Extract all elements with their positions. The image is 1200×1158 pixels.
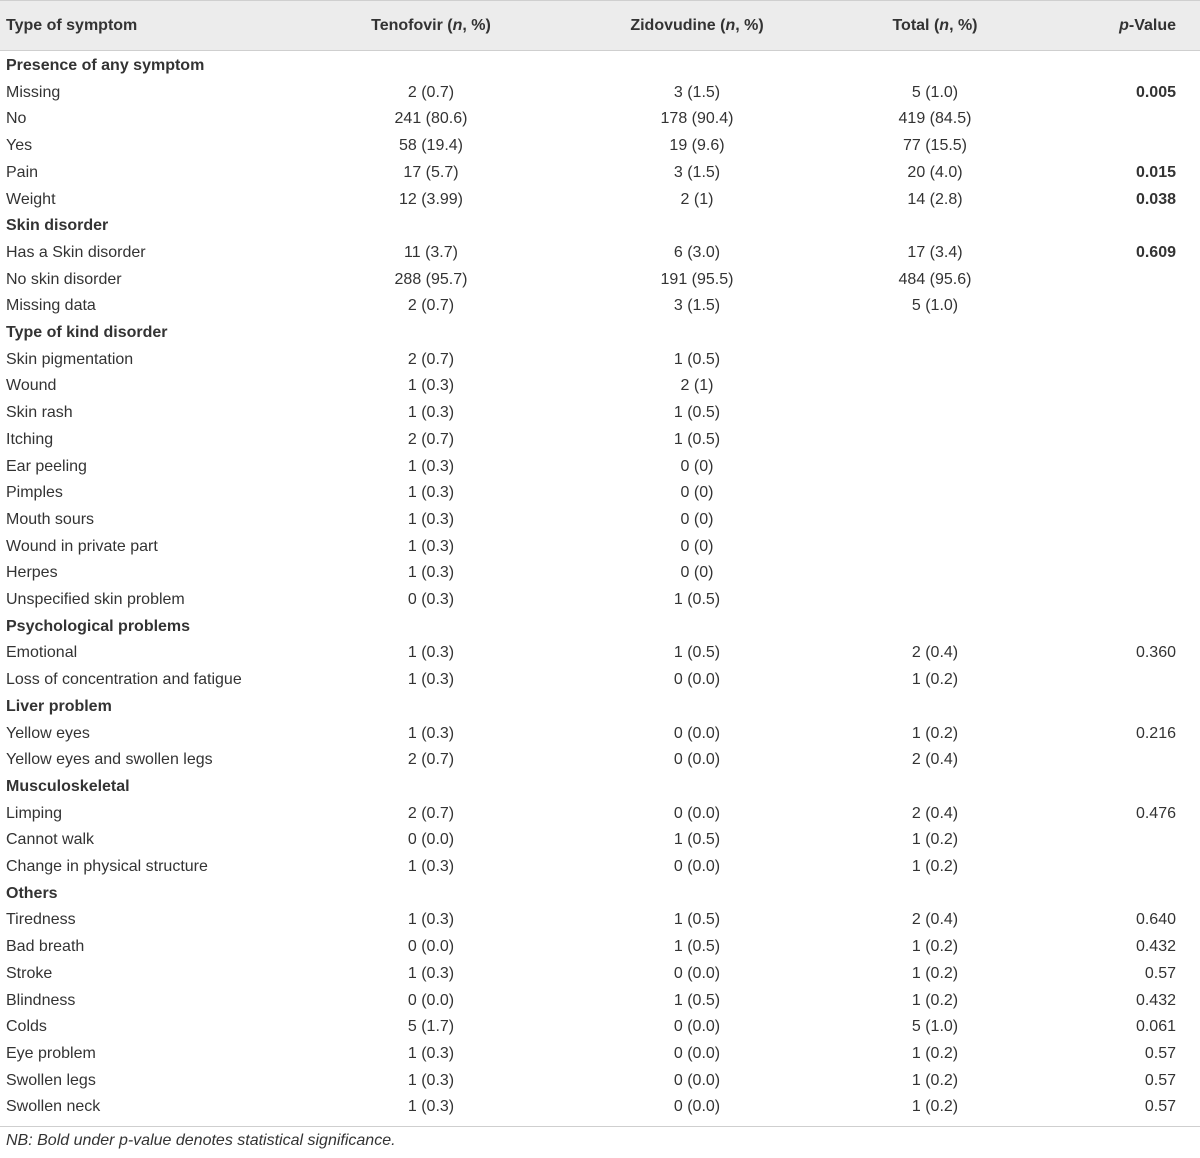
cell-zidovudine: 19 (9.6) (669, 137, 725, 155)
cell-zidovudine: 0 (0.0) (673, 751, 721, 769)
cell-zidovudine: 0 (0) (680, 564, 714, 582)
cell-symptom: Psychological problems (6, 617, 191, 635)
cell-zidovudine: 3 (1.5) (673, 163, 721, 181)
cell-p-value: 0.432 (1135, 938, 1176, 956)
table-row (0, 934, 1200, 961)
cell-zidovudine: 0 (0.0) (673, 804, 721, 822)
cell-tenofovir: 17 (5.7) (403, 163, 459, 181)
cell-tenofovir: 1 (0.3) (407, 457, 455, 475)
cell-zidovudine: 0 (0.0) (673, 964, 721, 982)
cell-zidovudine: 1 (0.5) (673, 404, 721, 422)
cell-total: 1 (0.2) (911, 938, 959, 956)
cell-zidovudine: 3 (1.5) (673, 83, 721, 101)
cell-total: 1 (0.2) (911, 858, 959, 875)
cell-tenofovir: 2 (0.7) (407, 350, 455, 368)
table-row (0, 667, 1200, 694)
cell-zidovudine: 1 (0.5) (673, 430, 721, 448)
table-row (0, 1014, 1200, 1041)
cell-total: 20 (4.0) (907, 163, 963, 181)
cell-symptom: Liver problem (6, 697, 112, 715)
section-header-row (0, 614, 1200, 641)
cell-tenofovir: 241 (80.6) (394, 110, 468, 128)
table-row (0, 721, 1200, 748)
cell-p-value: 0.57 (1144, 1071, 1176, 1089)
cell-symptom: Blindness (6, 991, 76, 1009)
header-type-of-symptom: Type of symptom (6, 17, 138, 34)
cell-tenofovir: 5 (1.7) (407, 1018, 455, 1036)
cell-tenofovir: 1 (0.3) (407, 1071, 455, 1089)
cell-symptom: Limping (6, 804, 63, 822)
cell-symptom: Type of kind disorder (6, 324, 168, 341)
cell-symptom: Mouth sours (6, 510, 95, 528)
cell-symptom: Loss of concentration and fatigue (6, 671, 242, 689)
cell-symptom: Yes (6, 137, 33, 155)
cell-symptom: Skin rash (6, 404, 73, 422)
cell-symptom: Has a Skin disorder (6, 243, 146, 261)
cell-tenofovir: 58 (19.4) (398, 137, 464, 155)
cell-tenofovir: 1 (0.3) (407, 404, 455, 422)
cell-zidovudine: 0 (0) (680, 510, 714, 528)
section-header-row (0, 213, 1200, 240)
table-row (0, 507, 1200, 534)
cell-symptom: Weight (6, 190, 56, 208)
cell-total: 1 (0.2) (911, 1044, 959, 1062)
cell-tenofovir: 288 (95.7) (394, 270, 468, 288)
table-row (0, 534, 1200, 561)
cell-tenofovir: 2 (0.7) (407, 430, 455, 448)
cell-tenofovir: 1 (0.3) (407, 644, 455, 662)
header-tenofovir: Tenofovir (n, %) (371, 17, 491, 34)
cell-zidovudine: 6 (3.0) (673, 243, 721, 261)
cell-symptom: Change in physical structure (6, 858, 208, 875)
cell-symptom: Missing (6, 83, 61, 101)
cell-total: 2 (0.4) (911, 804, 959, 822)
cell-zidovudine: 2 (1) (680, 190, 714, 208)
cell-tenofovir: 11 (3.7) (404, 243, 458, 261)
table-bottom-rule (0, 1126, 1200, 1127)
cell-symptom: Swollen legs (6, 1071, 96, 1089)
table-row (0, 1041, 1200, 1068)
table-row (0, 133, 1200, 160)
cell-tenofovir: 1 (0.3) (407, 510, 455, 528)
table-row (0, 1068, 1200, 1095)
cell-p-value: 0.038 (1135, 190, 1176, 208)
cell-tenofovir: 2 (0.7) (407, 751, 455, 769)
cell-p-value: 0.640 (1135, 911, 1176, 929)
cell-total: 1 (0.2) (911, 964, 959, 982)
cell-total: 14 (2.8) (907, 190, 963, 208)
table-row (0, 640, 1200, 667)
cell-symptom: Herpes (6, 564, 58, 582)
cell-symptom: Unspecified skin problem (6, 591, 185, 608)
header-p-value: p-Value (1119, 17, 1176, 34)
table-row (0, 347, 1200, 374)
table-row (0, 587, 1200, 614)
cell-tenofovir: 0 (0.3) (407, 591, 455, 608)
cell-tenofovir: 2 (0.7) (407, 297, 455, 315)
cell-symptom: Swollen neck (6, 1098, 101, 1116)
cell-total: 1 (0.2) (911, 831, 959, 849)
cell-symptom: Musculoskeletal (6, 777, 130, 795)
cell-zidovudine: 0 (0) (680, 457, 714, 475)
table-row (0, 907, 1200, 934)
section-header-row (0, 53, 1200, 80)
table-row (0, 854, 1200, 881)
cell-p-value: 0.476 (1135, 804, 1176, 822)
cell-zidovudine: 2 (1) (680, 377, 714, 395)
cell-symptom: Pain (6, 163, 39, 181)
cell-zidovudine: 0 (0.0) (673, 724, 721, 742)
cell-zidovudine: 1 (0.5) (673, 591, 721, 608)
header-zidovudine: Zidovudine (n, %) (630, 17, 764, 34)
cell-tenofovir: 2 (0.7) (407, 83, 455, 101)
cell-symptom: Others (6, 884, 58, 902)
table-row (0, 961, 1200, 988)
cell-tenofovir: 1 (0.3) (407, 484, 455, 502)
cell-zidovudine: 0 (0) (680, 537, 714, 555)
cell-zidovudine: 0 (0.0) (673, 1044, 721, 1062)
cell-tenofovir: 1 (0.3) (407, 1044, 455, 1062)
cell-zidovudine: 0 (0.0) (673, 1098, 721, 1116)
cell-tenofovir: 1 (0.3) (407, 858, 455, 875)
cell-zidovudine: 1 (0.5) (673, 938, 721, 956)
cell-symptom: Yellow eyes and swollen legs (6, 751, 213, 769)
cell-p-value: 0.609 (1135, 243, 1176, 261)
section-header-row (0, 881, 1200, 908)
cell-tenofovir: 1 (0.3) (407, 564, 455, 582)
cell-total: 5 (1.0) (911, 1018, 959, 1036)
cell-p-value: 0.432 (1135, 991, 1176, 1009)
cell-total: 17 (3.4) (907, 243, 963, 261)
table-row (0, 988, 1200, 1015)
cell-symptom: Eye problem (6, 1044, 96, 1062)
section-header-row (0, 320, 1200, 347)
cell-zidovudine: 1 (0.5) (673, 350, 721, 368)
table-row (0, 267, 1200, 294)
cell-total: 77 (15.5) (902, 137, 968, 155)
cell-symptom: Wound (6, 377, 57, 395)
table-row (0, 106, 1200, 133)
table-row (0, 747, 1200, 774)
cell-tenofovir: 1 (0.3) (407, 724, 455, 742)
cell-total: 5 (1.0) (911, 83, 959, 101)
cell-p-value: 0.216 (1135, 724, 1176, 742)
table-row (0, 427, 1200, 454)
cell-tenofovir: 1 (0.3) (407, 377, 455, 395)
cell-total: 1 (0.2) (911, 991, 959, 1009)
table-row (0, 160, 1200, 187)
cell-symptom: Colds (6, 1018, 47, 1036)
cell-p-value: 0.005 (1135, 83, 1176, 101)
cell-zidovudine: 1 (0.5) (673, 911, 721, 929)
table-row (0, 454, 1200, 481)
cell-zidovudine: 0 (0.0) (673, 858, 721, 875)
cell-symptom: Skin disorder (6, 217, 109, 235)
cell-total: 1 (0.2) (911, 724, 959, 742)
cell-tenofovir: 12 (3.99) (398, 190, 464, 208)
cell-zidovudine: 0 (0.0) (673, 1018, 721, 1036)
cell-zidovudine: 1 (0.5) (673, 831, 721, 849)
table-row (0, 400, 1200, 427)
cell-tenofovir: 0 (0.0) (407, 938, 455, 956)
table-row (0, 801, 1200, 828)
cell-tenofovir: 0 (0.0) (407, 831, 455, 849)
cell-p-value: 0.015 (1135, 163, 1176, 181)
cell-total: 1 (0.2) (911, 671, 959, 689)
cell-total: 2 (0.4) (911, 751, 959, 769)
cell-total: 2 (0.4) (911, 911, 959, 929)
cell-symptom: Tiredness (6, 911, 76, 929)
cell-p-value: 0.360 (1135, 644, 1176, 662)
table-row (0, 80, 1200, 107)
cell-symptom: No (6, 110, 27, 128)
cell-symptom: Cannot walk (6, 831, 95, 849)
cell-symptom: Emotional (6, 644, 78, 662)
cell-symptom: No skin disorder (6, 270, 122, 288)
cell-p-value: 0.061 (1135, 1018, 1176, 1036)
cell-zidovudine: 191 (95.5) (660, 270, 734, 288)
table-footnote: NB: Bold under p-value denotes statistical significance. (6, 1132, 396, 1149)
cell-total: 2 (0.4) (911, 644, 959, 662)
cell-symptom: Presence of any symptom (6, 57, 205, 74)
cell-symptom: Stroke (6, 964, 53, 982)
cell-symptom: Missing data (6, 297, 96, 315)
cell-symptom: Bad breath (6, 938, 85, 956)
section-header-row (0, 694, 1200, 721)
cell-symptom: Yellow eyes (6, 724, 90, 742)
cell-total: 1 (0.2) (911, 1098, 959, 1116)
cell-zidovudine: 0 (0) (680, 484, 714, 502)
cell-zidovudine: 178 (90.4) (660, 110, 734, 128)
table-row (0, 480, 1200, 507)
table-row (0, 1094, 1200, 1121)
cell-total: 5 (1.0) (911, 297, 959, 315)
section-header-row (0, 774, 1200, 801)
cell-symptom: Wound in private part (6, 537, 158, 555)
cell-zidovudine: 1 (0.5) (673, 644, 721, 662)
cell-p-value: 0.57 (1144, 1044, 1176, 1062)
cell-tenofovir: 1 (0.3) (407, 671, 455, 689)
cell-total: 1 (0.2) (911, 1071, 959, 1089)
table-row (0, 187, 1200, 214)
table-row (0, 373, 1200, 400)
cell-tenofovir: 1 (0.3) (407, 911, 455, 929)
cell-symptom: Pimples (6, 484, 63, 502)
table-header (0, 0, 1200, 51)
table-row (0, 240, 1200, 267)
header-total: Total (n, %) (892, 17, 978, 34)
cell-tenofovir: 2 (0.7) (407, 804, 455, 822)
cell-zidovudine: 1 (0.5) (673, 991, 721, 1009)
cell-tenofovir: 1 (0.3) (407, 964, 455, 982)
table-row (0, 293, 1200, 320)
cell-tenofovir: 0 (0.0) (407, 991, 455, 1009)
cell-symptom: Itching (6, 430, 54, 448)
cell-zidovudine: 3 (1.5) (673, 297, 721, 315)
cell-symptom: Ear peeling (6, 457, 87, 475)
cell-symptom: Skin pigmentation (6, 350, 134, 368)
cell-tenofovir: 1 (0.3) (407, 537, 455, 555)
cell-zidovudine: 0 (0.0) (673, 1071, 721, 1089)
cell-p-value: 0.57 (1144, 1098, 1176, 1116)
table-row (0, 827, 1200, 854)
cell-total: 484 (95.6) (898, 270, 972, 288)
cell-p-value: 0.57 (1144, 964, 1176, 982)
cell-total: 419 (84.5) (898, 110, 972, 128)
cell-tenofovir: 1 (0.3) (407, 1098, 455, 1116)
cell-zidovudine: 0 (0.0) (673, 671, 721, 689)
table-row (0, 560, 1200, 587)
